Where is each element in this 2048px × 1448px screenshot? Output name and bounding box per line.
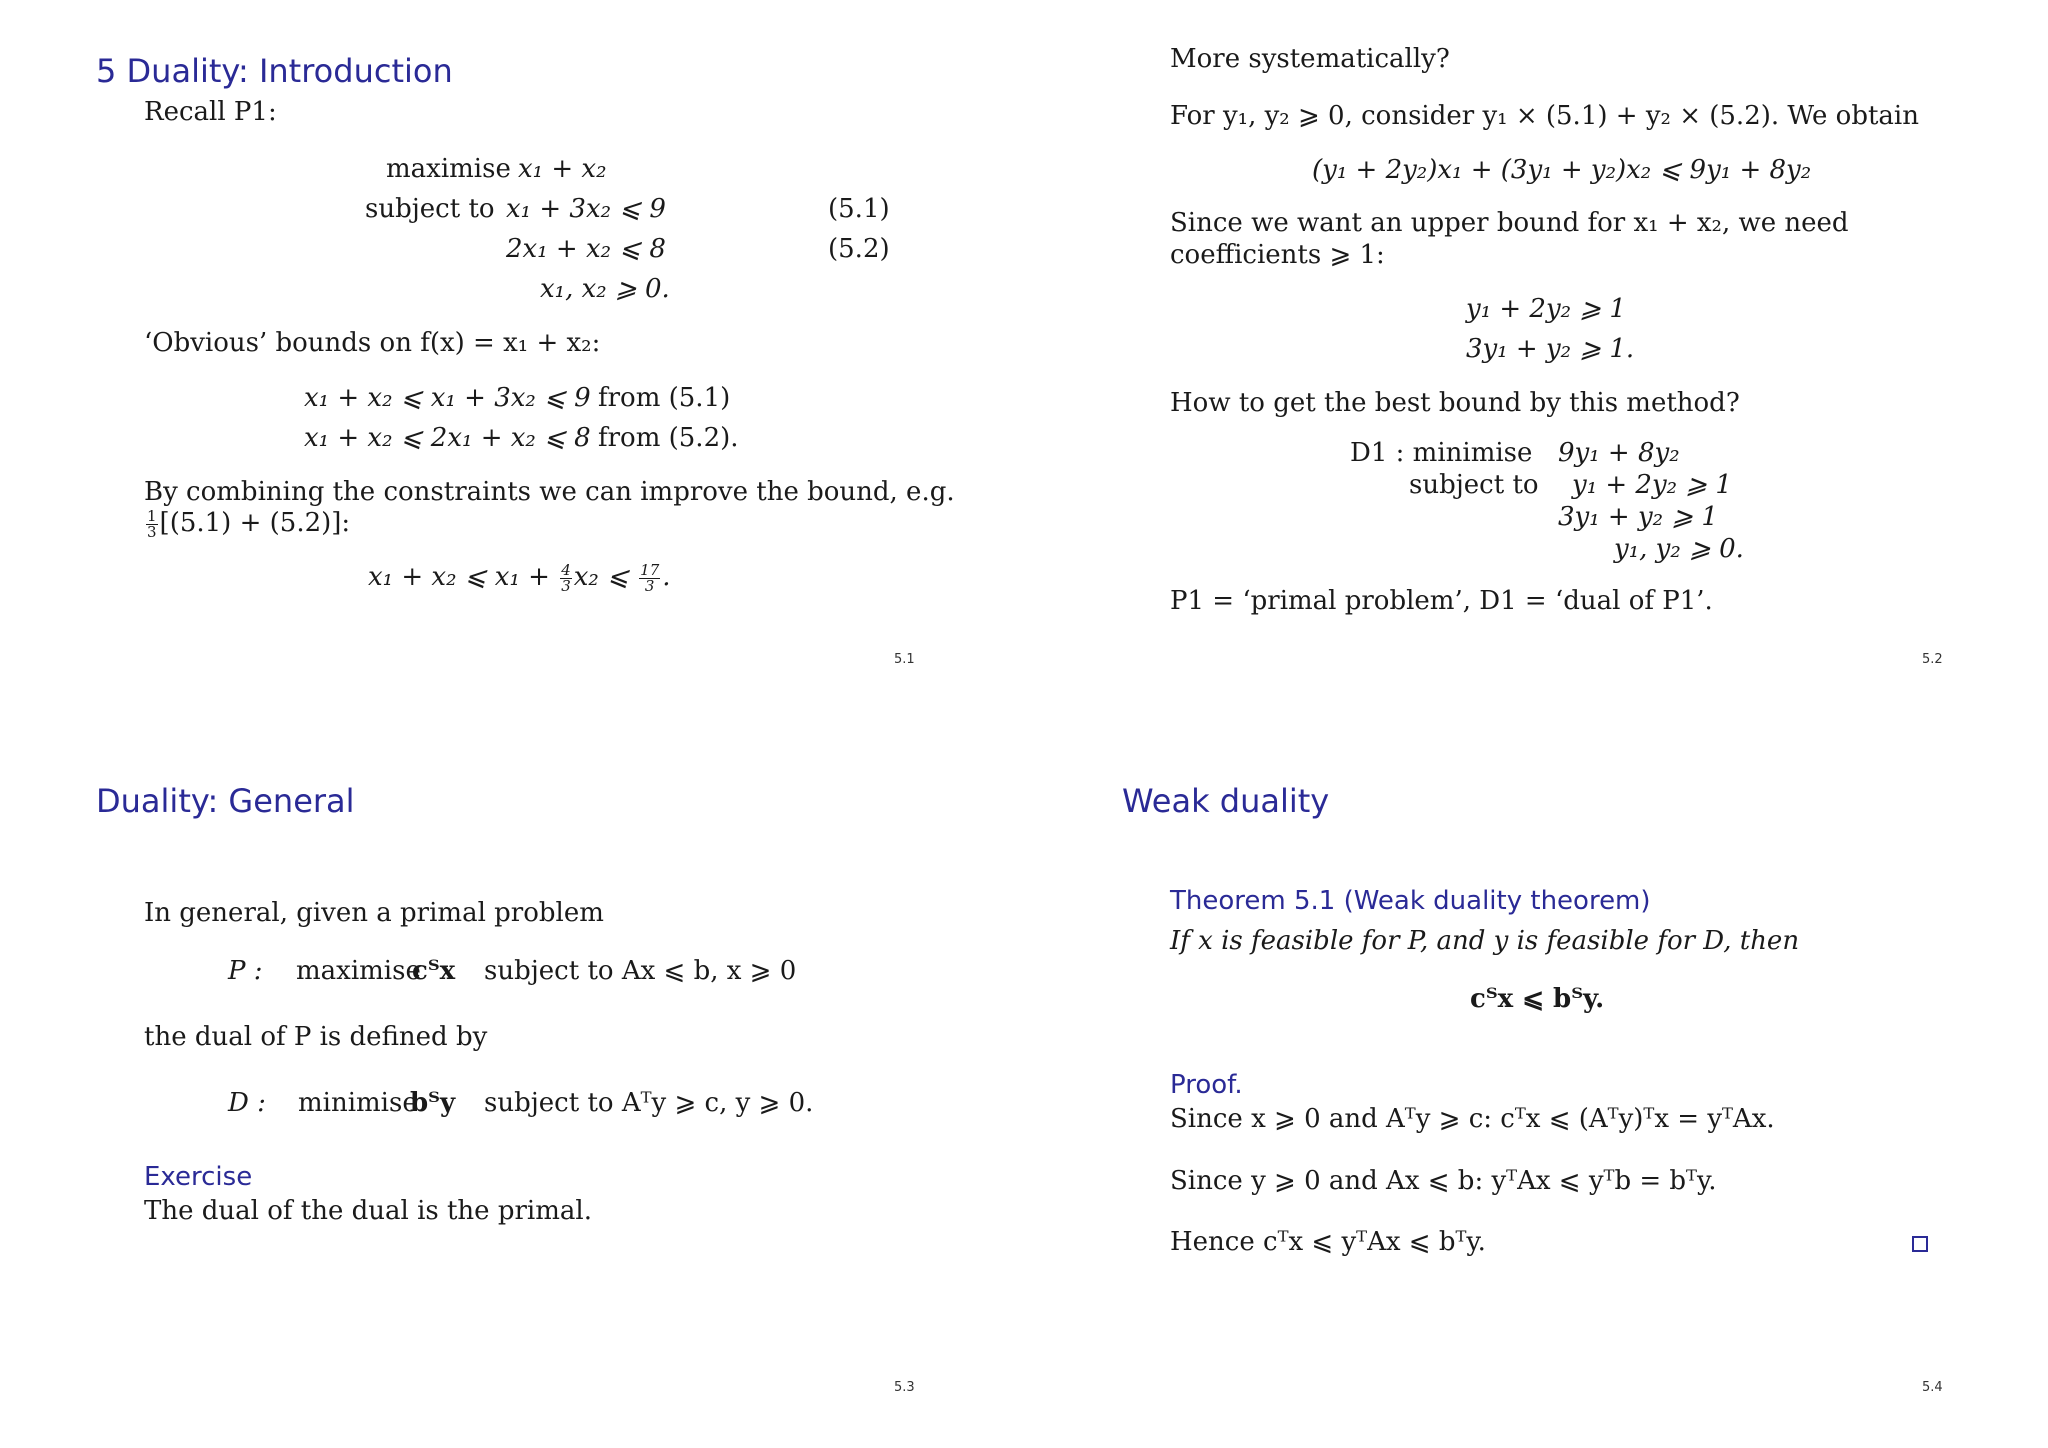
- consider-text: For y₁, y₂ ⩾ 0, consider y₁ × (5.1) + y₂ × (5.2). We obtain: [1170, 101, 1919, 131]
- fraction-seventeen-thirds: $\frac{17}{3}$: [640, 560, 660, 595]
- lp-nonneg: x₁, x₂ ⩾ 0.: [540, 274, 670, 304]
- theorem-inequality: cᵀx ⩽ bᵀy.: [1470, 984, 1605, 1014]
- d1-label: D1 : minimise: [1350, 438, 1533, 468]
- slide-5-1: [0, 0, 1024, 724]
- since-text-2: coefficients ⩾ 1:: [1170, 240, 1385, 270]
- exercise-text: The dual of the dual is the primal.: [144, 1196, 592, 1226]
- page-number: 5.3: [894, 1380, 915, 1395]
- dual-objective: bᵀy: [410, 1088, 456, 1118]
- d1-objective: 9y₁ + 8y₂: [1558, 438, 1680, 468]
- obvious-bounds-text: ‘Obvious’ bounds on f(x) = x₁ + x₂:: [144, 328, 601, 358]
- intro-text: In general, given a primal problem: [144, 898, 604, 928]
- proof-heading: Proof.: [1170, 1070, 1243, 1100]
- d1-nonneg: y₁, y₂ ⩾ 0.: [1614, 534, 1744, 564]
- page-number: 5.2: [1922, 652, 1943, 667]
- bound-2: x₁ + x₂ ⩽ 2x₁ + x₂ ⩽ 8: [304, 423, 591, 453]
- dual-definition-text: the dual of P is defined by: [144, 1022, 488, 1052]
- theorem-heading: Theorem 5.1 (Weak duality theorem): [1170, 886, 1651, 916]
- lp-constraint-2: 2x₁ + x₂ ⩽ 8: [506, 234, 666, 264]
- recall-text: Recall P1:: [144, 97, 277, 127]
- theorem-statement: If x is feasible for P, and y is feasible for D, then: [1170, 926, 1800, 956]
- lp-maximise-label: maximise: [386, 154, 511, 184]
- primal-constraints: subject to Ax ⩽ b, x ⩾ 0: [484, 956, 797, 986]
- slide-5-3: [0, 724, 1024, 1448]
- primal-maximise: maximise: [296, 956, 421, 986]
- bound-1: x₁ + x₂ ⩽ x₁ + 3x₂ ⩽ 9: [304, 383, 591, 413]
- slide-5-2: [1024, 0, 2048, 724]
- page-number: 5.1: [894, 652, 915, 667]
- d1-subject-label: subject to: [1409, 470, 1539, 500]
- proof-line-1: Since x ⩾ 0 and Aᵀy ⩾ c: cᵀx ⩽ (Aᵀy)ᵀx = yᵀAx.: [1170, 1104, 1775, 1134]
- page-number: 5.4: [1922, 1380, 1943, 1395]
- slide-title: Duality: General: [96, 782, 355, 820]
- slide-5-4: [1024, 724, 2048, 1448]
- dual-label: D :: [228, 1088, 266, 1118]
- exercise-heading: Exercise: [144, 1162, 253, 1192]
- lp-tag-5-1: (5.1): [828, 194, 890, 224]
- improved-bound: x₁ + x₂ ⩽ x₁ + $\frac{4}{3}$ x₂ ⩽ $\frac{17}{3}$ .: [368, 560, 671, 595]
- primal-objective: cᵀx: [412, 956, 456, 986]
- qed-icon: [1912, 1236, 1928, 1256]
- systematic-question: More systematically?: [1170, 44, 1450, 74]
- combining-text-2: $\frac{1}{3}$ [(5.1) + (5.2)]:: [147, 506, 351, 541]
- best-bound-question: How to get the best bound by this method?: [1170, 388, 1740, 418]
- primal-dual-naming: P1 = ‘primal problem’, D1 = ‘dual of P1’.: [1170, 586, 1713, 616]
- bound-2-source: from (5.2).: [598, 423, 739, 453]
- lp-objective: x₁ + x₂: [518, 154, 607, 184]
- since-text-1: Since we want an upper bound for x₁ + x₂, we need: [1170, 208, 1849, 238]
- slide-title: Weak duality: [1122, 782, 1330, 820]
- proof-line-2: Since y ⩾ 0 and Ax ⩽ b: yᵀAx ⩽ yᵀb = bᵀy.: [1170, 1166, 1717, 1196]
- bound-1-source: from (5.1): [598, 383, 731, 413]
- dual-minimise: minimise: [298, 1088, 418, 1118]
- d1-constraint-2: 3y₁ + y₂ ⩾ 1: [1558, 502, 1718, 532]
- fraction-one-third: $\frac{1}{3}$: [147, 506, 157, 541]
- lp-subject-label: subject to: [365, 194, 495, 224]
- coef-constraint-2: 3y₁ + y₂ ⩾ 1.: [1466, 334, 1635, 364]
- lp-constraint-1: x₁ + 3x₂ ⩽ 9: [506, 194, 666, 224]
- fraction-four-thirds: $\frac{4}{3}$: [561, 560, 571, 595]
- coef-constraint-1: y₁ + 2y₂ ⩾ 1: [1466, 294, 1626, 324]
- primal-label: P :: [228, 956, 263, 986]
- combining-text: By combining the constraints we can improve the bound, e.g.: [144, 477, 955, 507]
- slide-title: 5 Duality: Introduction: [96, 52, 453, 90]
- dual-constraints: subject to Aᵀy ⩾ c, y ⩾ 0.: [484, 1088, 814, 1118]
- lp-tag-5-2: (5.2): [828, 234, 890, 264]
- d1-constraint-1: y₁ + 2y₂ ⩾ 1: [1572, 470, 1732, 500]
- combined-inequality: (y₁ + 2y₂)x₁ + (3y₁ + y₂)x₂ ⩽ 9y₁ + 8y₂: [1312, 155, 1812, 185]
- proof-line-3: Hence cᵀx ⩽ yᵀAx ⩽ bᵀy.: [1170, 1227, 1486, 1257]
